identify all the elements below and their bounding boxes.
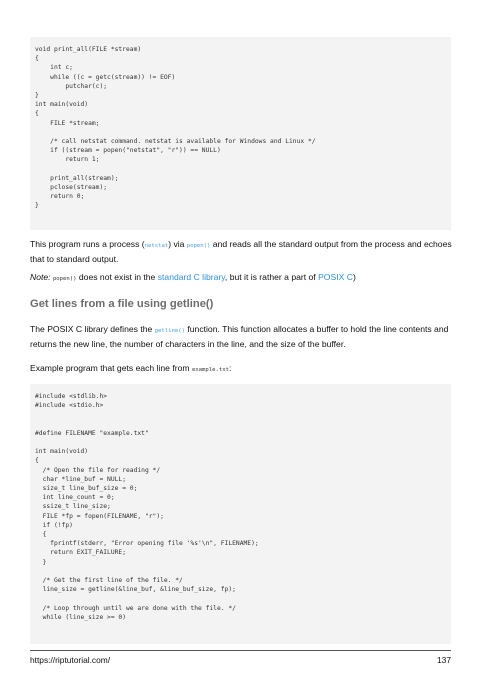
inline-code-getline: getline() xyxy=(154,328,185,334)
text: does not exist in the xyxy=(76,272,158,282)
text: , but it is rather a part of xyxy=(224,272,319,282)
footer-url-link[interactable]: https://riptutorial.com/ xyxy=(30,655,111,665)
code-block-popen xyxy=(30,37,451,230)
footer-divider xyxy=(30,650,451,651)
code-block-getline xyxy=(30,384,451,644)
text: This program runs a process ( xyxy=(30,239,145,249)
page-number: 137 xyxy=(437,655,451,665)
paragraph-getline-description xyxy=(30,323,455,350)
inline-code-popen: popen() xyxy=(52,276,77,282)
inline-code-netstat: netstat xyxy=(144,243,169,249)
posix-c-link[interactable]: POSIX C xyxy=(318,272,353,282)
text: function. This function allocates a buffer to hold the line contents and returns the new line, the number of characters in the line, and the size of the buffer. xyxy=(30,324,449,349)
paragraph-example-intro xyxy=(30,362,455,377)
note-label: Note: xyxy=(30,272,51,282)
text: and reads all the standard output from the process and echoes that to standard output. xyxy=(30,239,452,264)
text: ) via xyxy=(168,239,187,249)
text: ) xyxy=(352,272,356,282)
inline-code-filename: example.txt xyxy=(191,367,229,373)
code-text: #include <stdlib.h> #include <stdio.h> #define FILENAME "example.txt" int main(void) { /* Open the file for reading */ char *line_buf = NULL; size_t line_buf_size = 0; int line_count = 0; ssize_t line_size; FILE *fp = fopen(FILENAME, "r"); if (!fp) { fprintf(stderr, "Error opening file '%s'\n", FILENAME); return EXIT_FAILURE; } /* Get the first line of the file. */ line_size = getline(&line_buf, &line_buf_size, fp); /* Loop through until we are done with the file. */ while (line_size >= 0) xyxy=(35,393,259,621)
text: : xyxy=(228,363,232,373)
standard-c-library-link[interactable]: standard C library xyxy=(157,272,225,282)
text: Example program that gets each line from xyxy=(30,363,192,373)
paragraph-popen-description xyxy=(30,238,455,265)
inline-code-popen: popen() xyxy=(186,243,211,249)
text: The POSIX C library defines the xyxy=(30,324,155,334)
note-paragraph xyxy=(30,271,455,286)
section-heading: Get lines from a file using getline() xyxy=(30,298,214,310)
code-text: void print_all(FILE *stream) { int c; while ((c = getc(stream)) != EOF) putchar(c); } int main(void) { FILE *stream; /* call netstat command. netstat is available for Windows and Linux */ if ((stream = popen("netstat", "r")) == NULL) return 1; print_all(stream); pclose(stream); return 0; } xyxy=(35,46,316,210)
